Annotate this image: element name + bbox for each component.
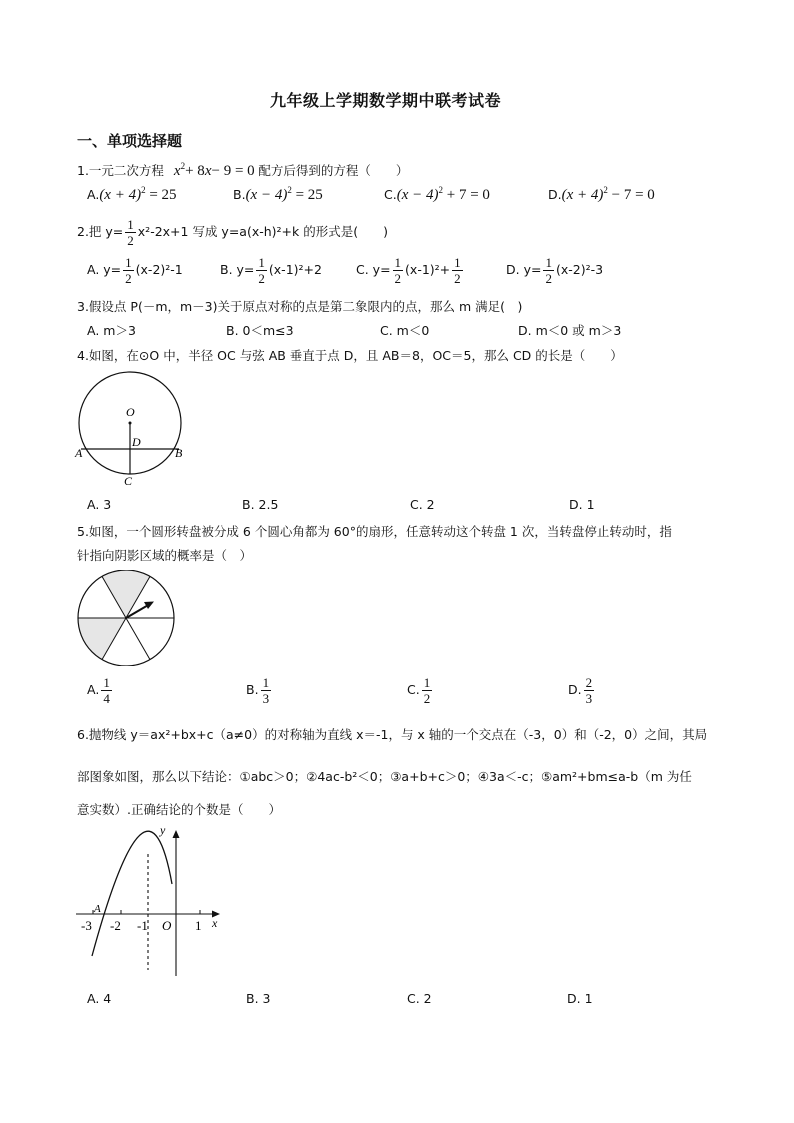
q5-option-a[interactable]: A. $\frac{1}{4}$: [87, 675, 110, 706]
q6-label-x: x: [212, 916, 218, 930]
q6-label-origin: O: [162, 918, 172, 933]
question-6-line3: 意实数）.正确结论的个数是（ ）: [77, 802, 281, 817]
q4-option-c[interactable]: C. 2: [410, 497, 435, 512]
q4-center-dot: [129, 422, 132, 425]
q6-y-axis-arrow: [173, 830, 180, 838]
q3-option-d[interactable]: D. m＜0 或 m＞3: [518, 323, 622, 338]
q4-option-a[interactable]: A. 3: [87, 497, 112, 512]
q6-label-a: A: [94, 903, 101, 915]
question-5-line1: 5.如图，一个圆形转盘被分成 6 个圆心角都为 60°的扇形，任意转动这个转盘 1 次，当转盘停止转动时，指: [77, 524, 672, 539]
q1-option-d[interactable]: $D.(x + 4)^2 - 7 = 0$: [548, 185, 655, 203]
question-5-line2: 针指向阴影区域的概率是（ ）: [77, 548, 253, 563]
question-6-line1: 6.抛物线 y＝ax²+bx+c（a≠0）的对称轴为直线 x＝-1，与 x 轴的一个交点在（-3，0）和（-2，0）之间，其局: [77, 727, 708, 742]
q2-option-c[interactable]: C. y= $\frac{1}{2}$ (x-1)²+ $\frac{1}{2}$: [356, 255, 461, 286]
q2-option-a[interactable]: A. y= $\frac{1}{2}$ (x-2)²-1: [87, 255, 183, 286]
question-6-line2: 部图象如图，那么以下结论：①abc＞0；②4ac-b²＜0；③a+b+c＞0；④3a＜-c；⑤am²+bm≤a-b（m 为任: [77, 769, 692, 784]
q6-tick-label-neg1: -1: [137, 918, 148, 933]
q4-label-a: A: [75, 446, 83, 460]
q1-option-a[interactable]: $A.(x + 4)^2 = 25$: [87, 185, 177, 203]
q2-option-d[interactable]: D. y= $\frac{1}{2}$ (x-2)²-3: [506, 255, 604, 286]
q3-option-c[interactable]: C. m＜0: [380, 323, 430, 338]
q5-shaded-sector-top: [102, 570, 150, 618]
q6-tick-label-1: 1: [195, 918, 202, 933]
q4-option-b[interactable]: B. 2.5: [242, 497, 279, 512]
q6-tick-label-neg3: -3: [81, 918, 92, 933]
q4-circle-figure: [70, 370, 190, 490]
q5-shaded-sector-left: [78, 618, 126, 660]
q4-label-d: D: [132, 435, 141, 449]
q6-parabola-curve: [92, 831, 172, 956]
q1-option-c[interactable]: $C.(x - 4)^2 + 7 = 0$: [384, 185, 490, 203]
q1-prefix: 1.一元二次方程: [77, 163, 164, 178]
q5-pointer-arrowhead: [144, 602, 154, 610]
section-heading: 一、单项选择题: [77, 132, 183, 150]
q6-option-c[interactable]: C. 2: [407, 991, 432, 1006]
q5-option-b[interactable]: B. $\frac{1}{3}$: [246, 675, 270, 706]
q4-label-b: B: [175, 446, 183, 460]
q5-spinner-figure: [76, 570, 176, 666]
page-title: 九年级上学期数学期中联考试卷: [270, 91, 502, 110]
q6-tick-label-neg2: -2: [110, 918, 121, 933]
q5-option-d[interactable]: D. $\frac{2}{3}$: [568, 675, 593, 706]
q3-option-b[interactable]: B. 0＜m≤3: [226, 323, 294, 338]
q1-after: 配方后得到的方程（ ）: [258, 163, 409, 178]
q5-option-c[interactable]: C. $\frac{1}{2}$: [407, 675, 431, 706]
q2-fraction: $\frac{1}{2}$: [127, 217, 134, 248]
q2-option-b[interactable]: B. y= $\frac{1}{2}$ (x-1)²+2: [220, 255, 322, 286]
q4-label-c: C: [124, 474, 133, 488]
question-2: 2.把 y= $\frac{1}{2}$ x²-2x+1 写成 y=a(x-h)²+k 的形式是( ): [77, 217, 388, 248]
q6-option-a[interactable]: A. 4: [87, 991, 112, 1006]
q6-label-y: y: [160, 823, 166, 837]
q1-option-b[interactable]: $B.(x - 4)^2 = 25$: [233, 185, 323, 203]
q4-label-o: O: [126, 405, 135, 419]
q6-parabola-figure: [70, 820, 230, 980]
q3-option-a[interactable]: A. m＞3: [87, 323, 136, 338]
q1-equation: $x^2+ 8x- 9 = 0$: [173, 161, 255, 179]
q4-option-d[interactable]: D. 1: [569, 497, 595, 512]
question-1: [77, 161, 408, 180]
question-3: 3.假设点 P(－m，m－3)关于原点对称的点是第二象限内的点，那么 m 满足( ): [77, 299, 523, 314]
q6-option-d[interactable]: D. 1: [567, 991, 593, 1006]
q6-option-b[interactable]: B. 3: [246, 991, 271, 1006]
question-4: 4.如图，在⊙O 中，半径 OC 与弦 AB 垂直于点 D，且 AB＝8，OC＝5，那么 CD 的长是（ ）: [77, 348, 623, 363]
